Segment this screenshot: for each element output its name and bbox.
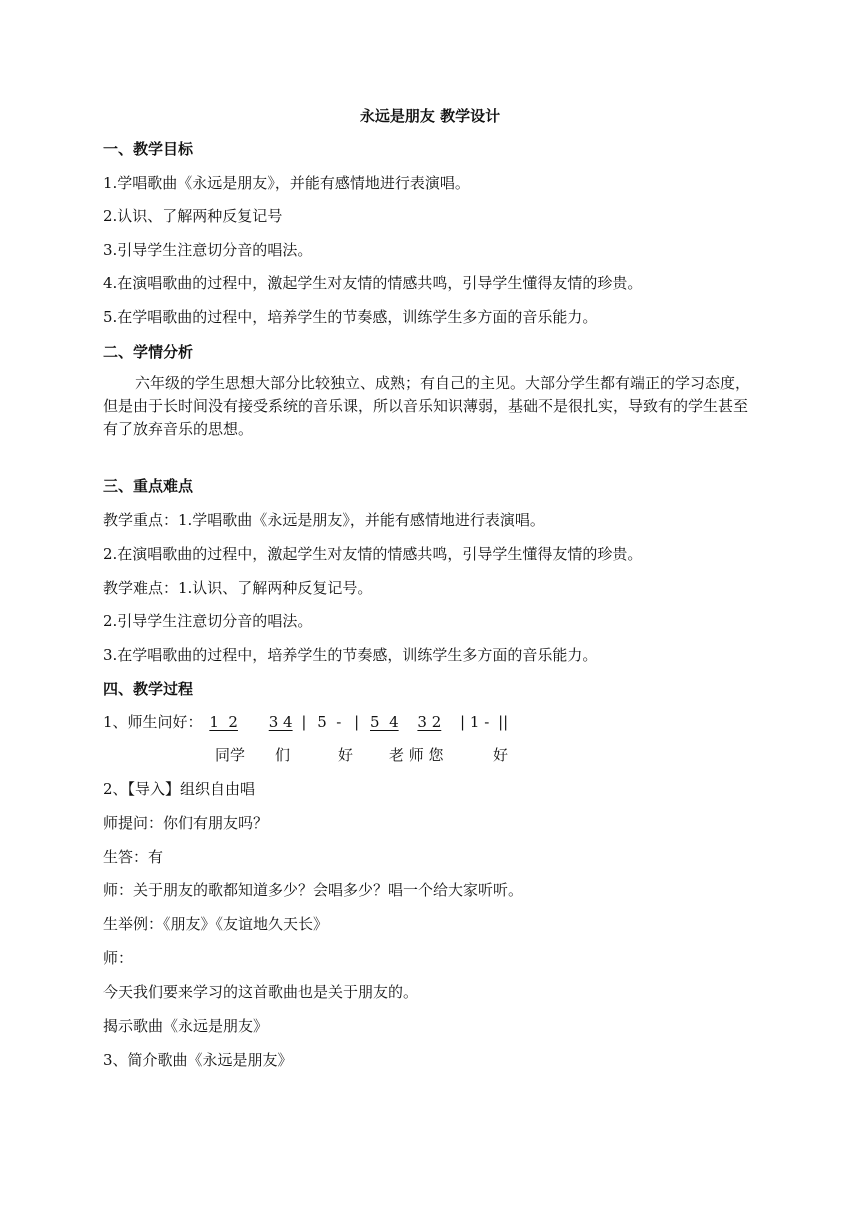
process-line: 2、【导入】组织自由唱 [103, 780, 256, 798]
note-group: 5 - [317, 713, 342, 731]
greeting-notation [103, 712, 508, 732]
note-group: 1 2 [209, 713, 238, 731]
note-group: 3 4 [268, 713, 293, 731]
section-heading-process: 四、教学过程 [103, 680, 194, 698]
process-line: 生举例：《朋友》《友谊地久天长》 [103, 915, 329, 933]
lyric-word: 好 [493, 746, 509, 764]
process-line: 师提问：你们有朋友吗？ [103, 814, 269, 832]
section-heading-key-points: 三、重点难点 [103, 477, 194, 495]
process-line: 生答：有 [103, 848, 164, 866]
section-heading-analysis: 二、学情分析 [103, 343, 194, 361]
greeting-prefix: 1、师生问好： [103, 713, 203, 731]
objective-item: 1.学唱歌曲《永远是朋友》，并能有感情地进行表演唱。 [103, 174, 470, 192]
section-heading-objectives: 一、教学目标 [103, 140, 194, 158]
objective-item: 5.在学唱歌曲的过程中，培养学生的节奏感，训练学生多方面的音乐能力。 [103, 308, 598, 326]
process-line: 师： [103, 949, 134, 967]
note-group: 1 - [469, 713, 490, 731]
objective-item: 2.认识、了解两种反复记号 [103, 207, 283, 225]
lyric-word: 同学 [215, 746, 246, 764]
final-barline: || [498, 713, 509, 731]
barline: | [354, 713, 360, 731]
process-line: 揭示歌曲《永远是朋友》 [103, 1017, 269, 1035]
process-line: 今天我们要来学习的这首歌曲也是关于朋友的。 [103, 983, 419, 1001]
barline: | [301, 713, 307, 731]
objective-item: 4.在演唱歌曲的过程中，激起学生对友情的情感共鸣，引导学生懂得友情的珍贵。 [103, 274, 643, 292]
lyric-word: 老 师 您 [389, 746, 444, 764]
key-point-item: 教学重点：1.学唱歌曲《永远是朋友》，并能有感情地进行表演唱。 [103, 511, 545, 529]
key-point-item: 2.引导学生注意切分音的唱法。 [103, 612, 313, 630]
note-group: 5 4 [370, 713, 399, 731]
process-line: 3、简介歌曲《永远是朋友》 [103, 1051, 293, 1069]
lyric-word: 们 [275, 746, 291, 764]
analysis-paragraph: 六年级的学生思想大部分比较独立、成熟；有自己的主见。大部分学生都有端正的学习态度，但是由于长时间没有接受系统的音乐课，所以音乐知识薄弱，基础不是很扎实，导致有的学生甚至有了放弃音乐的思想。 [103, 374, 751, 438]
key-point-item: 3.在学唱歌曲的过程中，培养学生的节奏感，训练学生多方面的音乐能力。 [103, 646, 598, 664]
lyric-word: 好 [338, 746, 354, 764]
document-title: 永远是朋友 教学设计 [359, 107, 501, 125]
note-group: 3 2 [417, 713, 442, 731]
objective-item: 3.引导学生注意切分音的唱法。 [103, 241, 313, 259]
key-point-item: 教学难点：1.认识、了解两种反复记号。 [103, 579, 373, 597]
barline: | [460, 713, 466, 731]
process-line: 师：关于朋友的歌都知道多少？会唱多少？唱一个给大家听听。 [103, 881, 524, 899]
key-point-item: 2.在演唱歌曲的过程中，激起学生对友情的情感共鸣，引导学生懂得友情的珍贵。 [103, 545, 643, 563]
